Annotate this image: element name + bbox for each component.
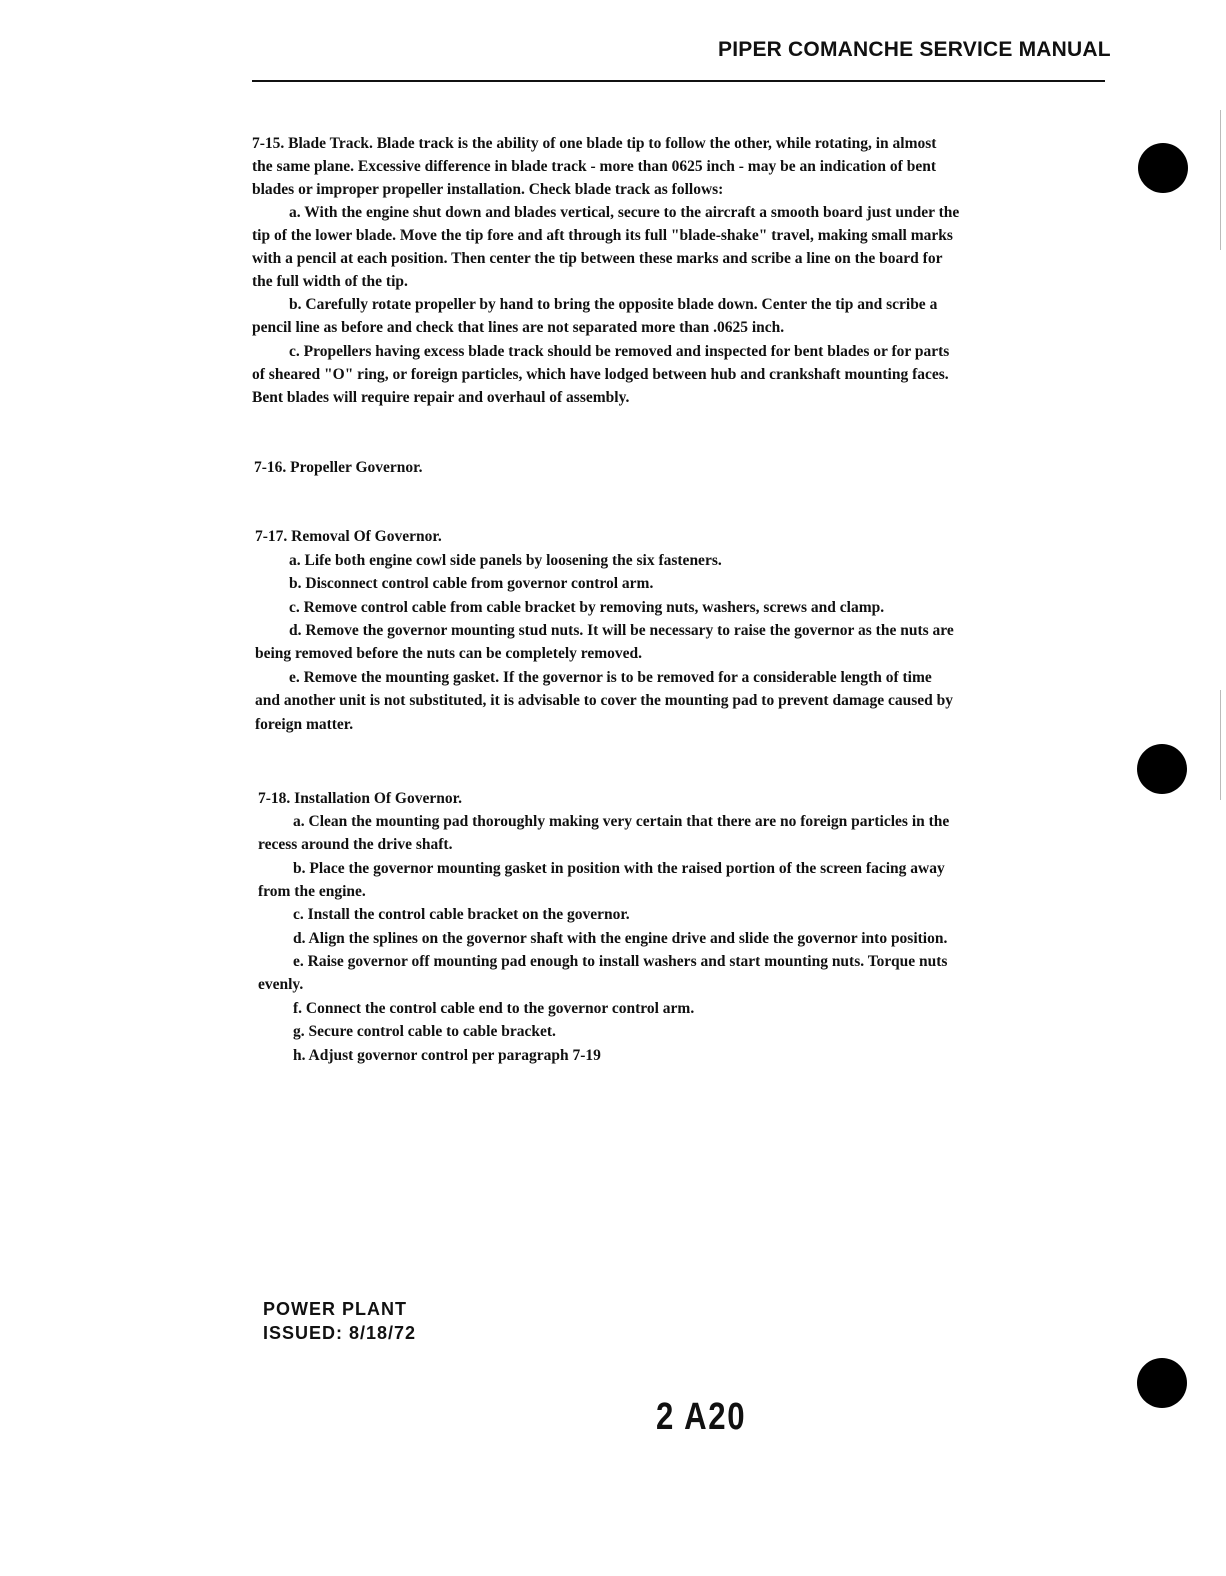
paragraph-line: 7-15. Blade Track. Blade track is the ability of one blade tip to follow the other, while rotating, in almost <box>252 135 937 152</box>
list-item: f. Connect the control cable end to the governor control arm. <box>293 1000 695 1017</box>
list-item: e. Remove the mounting gasket. If the governor is to be removed for a considerable length of time <box>289 669 932 686</box>
paragraph-line: blades or improper propeller installation. Check blade track as follows: <box>252 181 724 198</box>
section-heading: 7-17. Removal Of Governor. <box>255 528 442 545</box>
list-item: being removed before the nuts can be completely removed. <box>255 645 643 662</box>
list-item: a. Clean the mounting pad thoroughly making very certain that there are no foreign particles in the <box>293 813 950 830</box>
list-item: from the engine. <box>258 883 366 900</box>
paragraph-line: c. Propellers having excess blade track should be removed and inspected for bent blades or for parts <box>289 343 950 360</box>
paragraph-line: with a pencil at each position. Then center the tip between these marks and scribe a line on the board for <box>252 250 943 267</box>
list-item: d. Align the splines on the governor shaft with the engine drive and slide the governor into position. <box>293 930 948 947</box>
list-item: recess around the drive shaft. <box>258 836 453 853</box>
paragraph-line: tip of the lower blade. Move the tip fore and aft through its full "blade-shake" travel, making small marks <box>252 227 953 244</box>
paragraph-line: a. With the engine shut down and blades vertical, secure to the aircraft a smooth board just under the <box>289 204 960 221</box>
paragraph-line: the same plane. Excessive difference in blade track - more than 0625 inch - may be an indication of bent <box>252 158 936 175</box>
scan-edge-mark <box>1220 690 1221 800</box>
section-heading: 7-16. Propeller Governor. <box>254 459 423 476</box>
page-header-title: PIPER COMANCHE SERVICE MANUAL <box>718 38 1111 61</box>
list-item: b. Disconnect control cable from governor control arm. <box>289 575 654 592</box>
footer-section-name: POWER PLANT <box>263 1299 407 1319</box>
list-item: c. Install the control cable bracket on the governor. <box>293 906 630 923</box>
list-item: evenly. <box>258 976 304 993</box>
paragraph-line: of sheared "O" ring, or foreign particles, which have lodged between hub and crankshaft mounting faces. <box>252 366 949 383</box>
list-item: a. Life both engine cowl side panels by loosening the six fasteners. <box>289 552 722 569</box>
list-item: b. Place the governor mounting gasket in position with the raised portion of the screen facing away <box>293 860 945 877</box>
paragraph-line: Bent blades will require repair and overhaul of assembly. <box>252 389 630 406</box>
punch-hole-middle <box>1137 744 1187 794</box>
list-item: and another unit is not substituted, it is advisable to cover the mounting pad to prevent damage caused by <box>255 692 954 709</box>
footer-issued-date: ISSUED: 8/18/72 <box>263 1323 417 1343</box>
punch-hole-top <box>1138 143 1188 193</box>
list-item: c. Remove control cable from cable bracket by removing nuts, washers, screws and clamp. <box>289 599 885 616</box>
list-item: g. Secure control cable to cable bracket. <box>293 1023 556 1040</box>
paragraph-line: b. Carefully rotate propeller by hand to bring the opposite blade down. Center the tip and scribe a <box>289 296 938 313</box>
list-item: e. Raise governor off mounting pad enough to install washers and start mounting nuts. Torque nuts <box>293 953 948 970</box>
scan-edge-mark <box>1220 110 1221 250</box>
page-number: 2 A20 <box>656 1396 747 1438</box>
list-item: d. Remove the governor mounting stud nuts. It will be necessary to raise the governor as the nuts are <box>289 622 954 639</box>
header-rule <box>252 80 1105 82</box>
punch-hole-bottom <box>1137 1358 1187 1408</box>
list-item: foreign matter. <box>255 716 354 733</box>
section-heading: 7-18. Installation Of Governor. <box>258 790 462 807</box>
paragraph-line: pencil line as before and check that lines are not separated more than .0625 inch. <box>252 319 785 336</box>
list-item: h. Adjust governor control per paragraph 7-19 <box>293 1047 601 1064</box>
paragraph-line: the full width of the tip. <box>252 273 408 290</box>
